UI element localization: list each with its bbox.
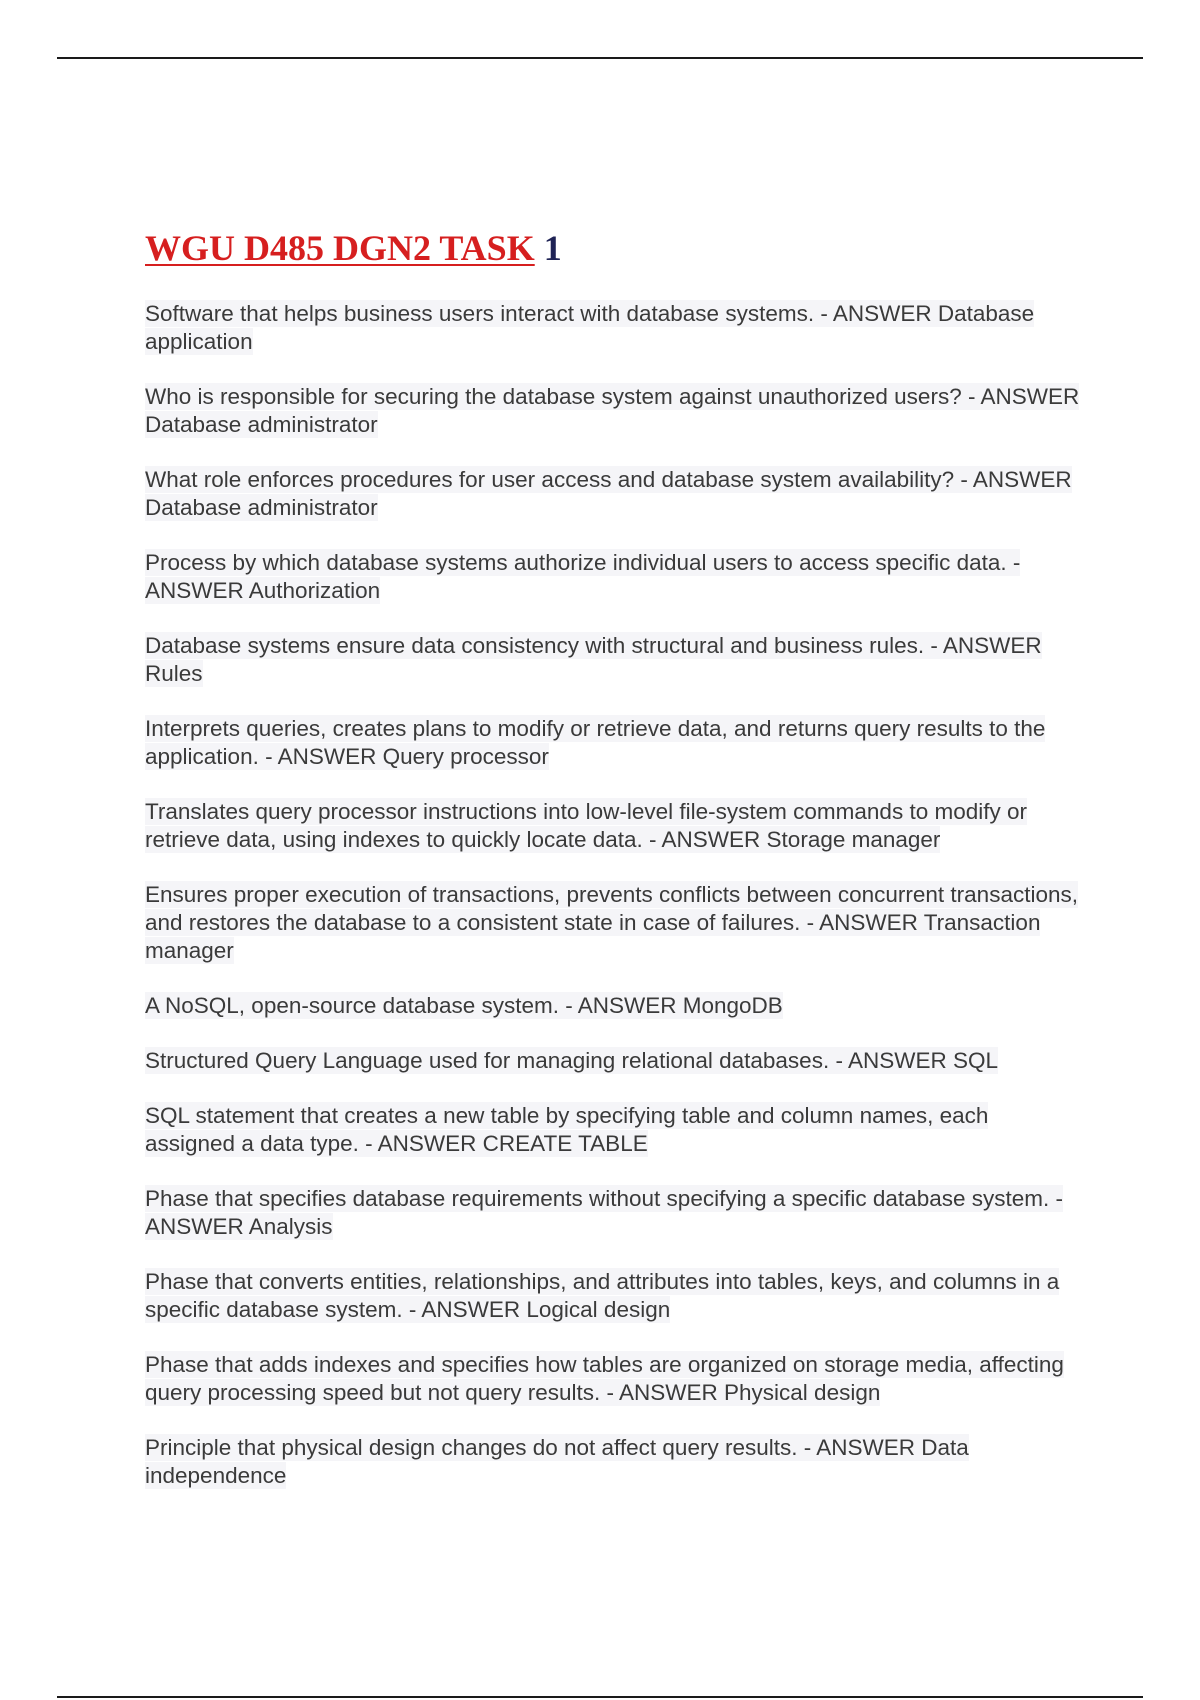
qa-item-text: Translates query processor instructions into low-level file-system commands to modify or retrieve data, using indexes to quickly locate data. - ANSWER Storage manager [145, 799, 1027, 852]
qa-item-text: SQL statement that creates a new table by specifying table and column names, each assigned a data type. - ANSWER CREATE TABLE [145, 1103, 989, 1156]
qa-item-text: A NoSQL, open-source database system. - ANSWER MongoDB [145, 993, 783, 1018]
qa-item [145, 1351, 1080, 1407]
qa-item [145, 466, 1080, 522]
qa-item [145, 715, 1080, 771]
qa-item-text: Who is responsible for securing the database system against unauthorized users? - ANSWER Database administrator [145, 384, 1080, 437]
qa-item-text: Phase that adds indexes and specifies how tables are organized on storage media, affecting query processing speed but not query results. - ANSWER Physical design [145, 1352, 1064, 1405]
qa-item-text: Ensures proper execution of transactions, prevents conflicts between concurrent transactions, and restores the database to a consistent state in case of failures. - ANSWER Transaction manager [145, 882, 1078, 963]
header-rule [57, 57, 1143, 59]
title-number: 1 [543, 228, 562, 268]
qa-item [145, 300, 1080, 356]
qa-item [145, 992, 1080, 1020]
qa-item [145, 549, 1080, 605]
qa-item [145, 1102, 1080, 1158]
qa-item [145, 1434, 1080, 1490]
document-body [145, 226, 1080, 1517]
qa-item [145, 798, 1080, 854]
qa-item [145, 1268, 1080, 1324]
qa-item-text: Database systems ensure data consistency with structural and business rules. - ANSWER Rules [145, 633, 1042, 686]
title-main: WGU D485 DGN2 TASK [145, 228, 535, 268]
qa-item [145, 632, 1080, 688]
qa-item [145, 881, 1080, 965]
qa-item [145, 1047, 1080, 1075]
qa-item-text: Phase that specifies database requirements without specifying a specific database system. - ANSWER Analysis [145, 1186, 1063, 1239]
qa-item-text: What role enforces procedures for user access and database system availability? - ANSWER Database administrator [145, 467, 1072, 520]
qa-item-text: Phase that converts entities, relationships, and attributes into tables, keys, and columns in a specific database system. - ANSWER Logical design [145, 1269, 1060, 1322]
qa-item-text: Principle that physical design changes do not affect query results. - ANSWER Data independence [145, 1435, 969, 1488]
qa-item-text: Interprets queries, creates plans to modify or retrieve data, and returns query results to the application. - ANSWER Query processor [145, 716, 1046, 769]
qa-item [145, 383, 1080, 439]
qa-item-text: Software that helps business users interact with database systems. - ANSWER Database application [145, 301, 1035, 354]
qa-item-text: Structured Query Language used for managing relational databases. - ANSWER SQL [145, 1048, 998, 1073]
footer-rule [57, 1696, 1143, 1698]
qa-item-text: Process by which database systems authorize individual users to access specific data. - ANSWER Authorization [145, 550, 1021, 603]
qa-item [145, 1185, 1080, 1241]
document-title [145, 226, 1080, 270]
